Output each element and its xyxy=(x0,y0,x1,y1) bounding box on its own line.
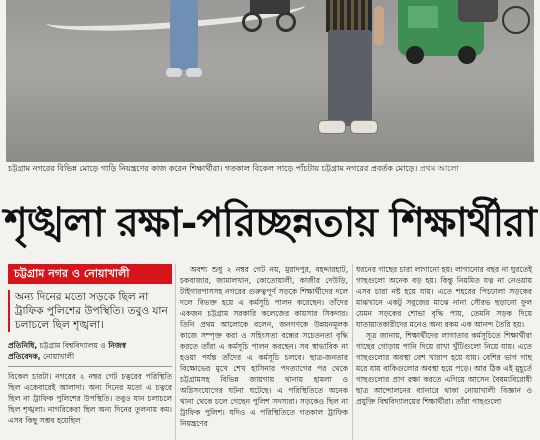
left-column xyxy=(8,264,172,426)
motorbike-figure xyxy=(242,0,298,32)
article-body-right-1: ধরনের গাছের চারা লাগানো হয়। লাগানোর বছর না ঘুরতেই গাছগুলো অনেক বড় হয়। কিন্তু নিয়মিত যত্ন না নেওয়ায় এসব চারা নষ্ট হয়ে যায়। এতে শহরের পিচঢালা সড়কের মাঝখানে একটু সবুজের মাঝে নানা সৌরভ ছড়ানো ফুল যেমন সড়কের শোভা বৃদ্ধি পায়, তেমনি সড়ক দিয়ে যাতায়াতকারীদের মনেও অন্য রকম এক আনন্দ তৈরি হয়। xyxy=(356,265,532,329)
byline-role-2: প্রতিবেদক, xyxy=(8,352,41,361)
article-body-right-2: সূত্র জানায়, শিক্ষার্থীদের লাগাতার কর্মসূচিতে শিক্ষার্থীরা গাছের গোড়ায় পানি দিয়ে রাখা খুঁটিগুলো নিয়ে যায়। এতে গাছগুলোর অবস্থা বেশ খারাপ হয়ে যায়। বেশির ভাগ গাছ মরে যায় বাকিগুলোর অবস্থা হয়ে পড়ে। আর ঠিক এই মুহূর্তে গাছগুলোর প্রাণ রক্ষা করতে এগিয়ে আসেন বৈষম্যবিরোধী ছাত্র আন্দোলনের ব্যানারে থাকা নোয়াখালী বিজ্ঞান ও প্রযুক্তি বিশ্ববিদ্যালয়ের শিক্ষার্থীরা। তাঁরা গাছগুলো xyxy=(356,331,532,406)
photo-caption xyxy=(8,163,534,175)
column-divider xyxy=(175,264,176,440)
student-volunteer-figure xyxy=(318,0,388,160)
caption-text: চট্টগ্রাম নগরের বিভিন্ন মোড়ে গাড়ি নিয়ন্ত্রণের কাজ করেন শিক্ষার্থীরা। গতকাল বিকেল সাড়ে পাঁচটায় চট্টগ্রাম নগরের প্রবর্তক মোড়ে। xyxy=(8,164,418,173)
article-body-left: বিকেল চারটা। নগরের ২ নম্বর গেট চত্বরের পরিস্থিতি ছিল একেবারেই আলাদা। অন্য দিনের মতো এ চত্বরে ছিল না ট্রাফিক পুলিশের উপস্থিতি। তবুও যান চলাচলে ছিল শৃঙ্খলা। নাগরিকেরা ছিল অন্য দিনের তুলনায় কম। এসব কিছু সম্ভব হয়েছিল xyxy=(8,372,172,425)
middle-column xyxy=(180,264,348,429)
column-divider xyxy=(352,264,353,440)
headline: শৃঙ্খলা রক্ষা-পরিচ্ছন্নতায় শিক্ষার্থীরা xyxy=(4,199,536,246)
kicker-text: অন্য দিনের মতো সড়কে ছিল না ট্রাফিক পুলিশের উপস্থিতি। তবুও যান চলাচলে ছিল শৃঙ্খলা। xyxy=(8,290,172,332)
byline-rule xyxy=(8,366,172,367)
article-body-mid: অবশ্য শুধু ২ নম্বর গেট নয়, মুরাদপুর, বহদ্দারহাট, চকবাজার, জামালখান, কোতোয়ালী, কাজীর দেউড়ি, টাইগারপাসসহ নগরের গুরুত্বপূর্ণ সড়কে শিক্ষার্থীদের দলে দলে বিভক্ত হয়ে এ কর্মসূচি পালন করেছেন। তাঁদের একজন চট্টগ্রাম সরকারি কলেজের কায়সার সিকদার। তিনি প্রথম আলোকে বলেন, জনগণকে উন্নয়নমূলক কাজে সম্পৃক্ত করা ও সহিংসতা বন্ধের সচেতনতা বৃদ্ধি করতে তাঁরা এ কর্মসূচি পালন করছেন। সব স্বাভাবিক না হওয়া পর্যন্ত তাঁদের এ কর্মসূচি চলবে। ছাত্র-জনতার বিক্ষোভের মুখে শেখ হাসিনার পদত্যাগের পর থেকে চট্টগ্রামসহ বিভিন্ন জায়গায় থানায় হামলা ও অগ্নিসংযোগের ঘটনা ঘটেছে। এ পরিস্থিতিতে অনেক থানা থেকে চলে গেছেন পুলিশ সদস্যরা। সড়কেও ছিল না ট্রাফিক পুলিশ। যদিও এ পরিস্থিতিতে গতকাল ট্রাফিক নিয়ন্ত্রণের xyxy=(180,265,348,428)
byline xyxy=(8,340,172,362)
byline-role-1b: নিজস্ব xyxy=(108,341,127,350)
byline-role-1: প্রতিনিধি, xyxy=(8,341,38,350)
bag-figure xyxy=(458,0,498,22)
photo-credit: প্রথম আলো xyxy=(419,164,459,173)
dateline: চট্টগ্রাম নগর ও নোয়াখালী xyxy=(8,264,172,284)
bicycle-figure xyxy=(500,0,534,40)
byline-place-1: চট্টগ্রাম বিশ্ববিদ্যালয় ও xyxy=(37,341,109,350)
byline-place-2: নোয়াখালী xyxy=(40,352,75,361)
right-column xyxy=(356,264,532,407)
news-photo xyxy=(6,0,534,162)
pedestrian-figure xyxy=(166,0,202,80)
